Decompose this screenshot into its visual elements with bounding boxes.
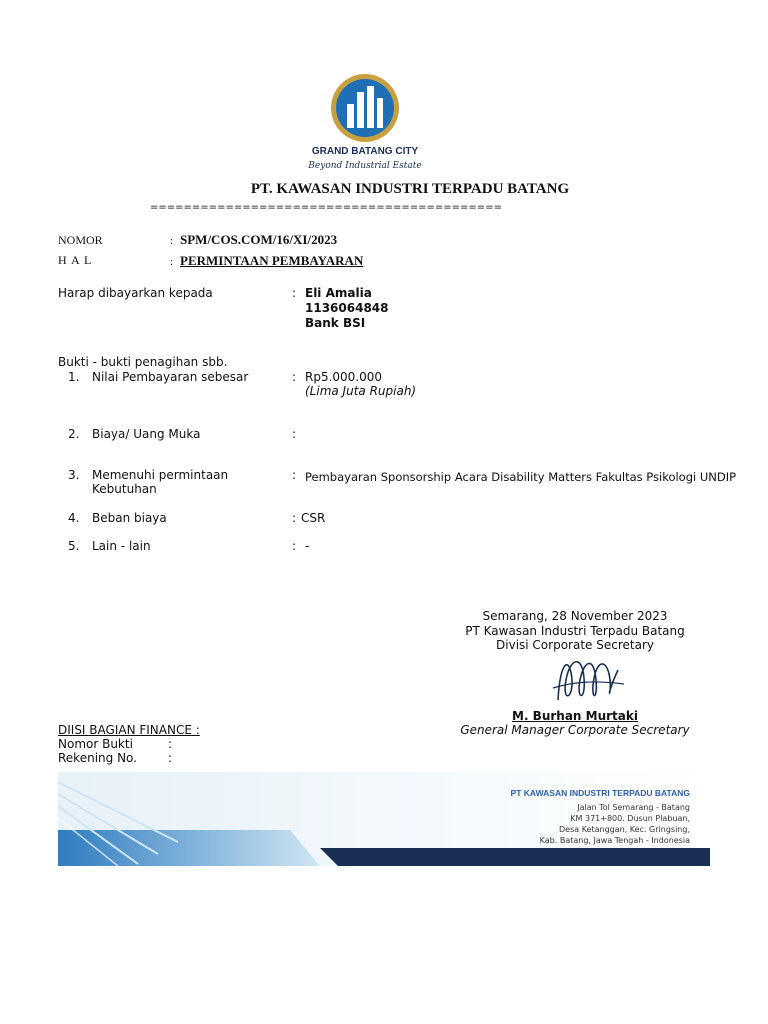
item-number: 4. [68, 511, 80, 525]
payee-account: 1136064848 [305, 301, 389, 315]
signatory-company: PT Kawasan Industri Terpadu Batang [465, 624, 685, 638]
rekening-label: Rekening No. [58, 751, 137, 765]
payee-name: Eli Amalia [305, 286, 372, 300]
payee-separator: : [292, 286, 297, 300]
other-value: - [305, 539, 310, 553]
footer-address-line: Desa Ketanggan, Kec. Gringsing, [559, 825, 690, 834]
nomor-value: SPM/COS.COM/16/XI/2023 [180, 232, 338, 247]
signatory-division: Divisi Corporate Secretary [496, 638, 654, 652]
request-purpose: Pembayaran Sponsorship Acara Disability Matters Fakultas Psikologi UNDIP [305, 470, 737, 484]
item-separator: : [292, 370, 297, 384]
item-separator: : [292, 511, 297, 525]
payment-amount-words: (Lima Juta Rupiah) [305, 384, 417, 398]
footer-address-line: Kab. Batang, Jawa Tengah - Indonesia [539, 836, 690, 845]
item-number: 2. [68, 427, 80, 441]
item-separator: : [292, 539, 297, 553]
hal-separator: : [170, 256, 174, 268]
footer-banner [58, 772, 710, 866]
footer-company: PT KAWASAN INDUSTRI TERPADU BATANG [510, 788, 690, 798]
nomor-bukti-label: Nomor Bukti [58, 737, 133, 751]
header-divider: ========================================== [150, 202, 502, 213]
item-label: Nilai Pembayaran sebesar [92, 370, 249, 384]
nomor-separator: : [170, 235, 174, 247]
cost-burden: CSR [301, 511, 326, 525]
nomor-label: NOMOR [58, 233, 103, 247]
item-separator: : [292, 427, 297, 441]
payment-amount: Rp5.000.000 [305, 370, 383, 384]
rekening-separator: : [168, 751, 173, 765]
payee-bank: Bank BSI [305, 316, 366, 330]
item-separator: : [292, 468, 297, 482]
item-label: Beban biaya [92, 511, 167, 525]
bukti-heading: Bukti - bukti penagihan sbb. [58, 355, 228, 369]
item-label-continued: Kebutuhan [92, 482, 157, 496]
hal-label: H A L [58, 253, 93, 267]
item-label: Biaya/ Uang Muka [92, 427, 201, 441]
company-logo [295, 70, 435, 175]
item-label: Memenuhi permintaan [92, 468, 229, 482]
nomor-bukti-separator: : [168, 737, 173, 751]
signatory-name: M. Burhan Murtaki [512, 709, 638, 723]
company-heading: PT. KAWASAN INDUSTRI TERPADU BATANG [250, 181, 570, 197]
footer-address-line: Jalan Tol Semarang - Batang [577, 803, 690, 812]
place-date: Semarang, 28 November 2023 [482, 609, 668, 623]
logo-tagline: Beyond Industrial Estate [308, 161, 422, 171]
footer-address-line: KM 371+800. Dusun Plabuan, [570, 814, 690, 823]
item-number: 1. [68, 370, 80, 384]
item-number: 5. [68, 539, 80, 553]
finance-heading: DIISI BAGIAN FINANCE : [58, 723, 200, 737]
item-number: 3. [68, 468, 80, 482]
logo-brand: GRAND BATANG CITY [311, 146, 419, 157]
payee-label: Harap dibayarkan kepada [58, 286, 213, 300]
hal-value: PERMINTAAN PEMBAYARAN [180, 253, 364, 268]
handwritten-signature [548, 650, 628, 710]
signatory-title: General Manager Corporate Secretary [460, 723, 690, 737]
item-label: Lain - lain [92, 539, 151, 553]
